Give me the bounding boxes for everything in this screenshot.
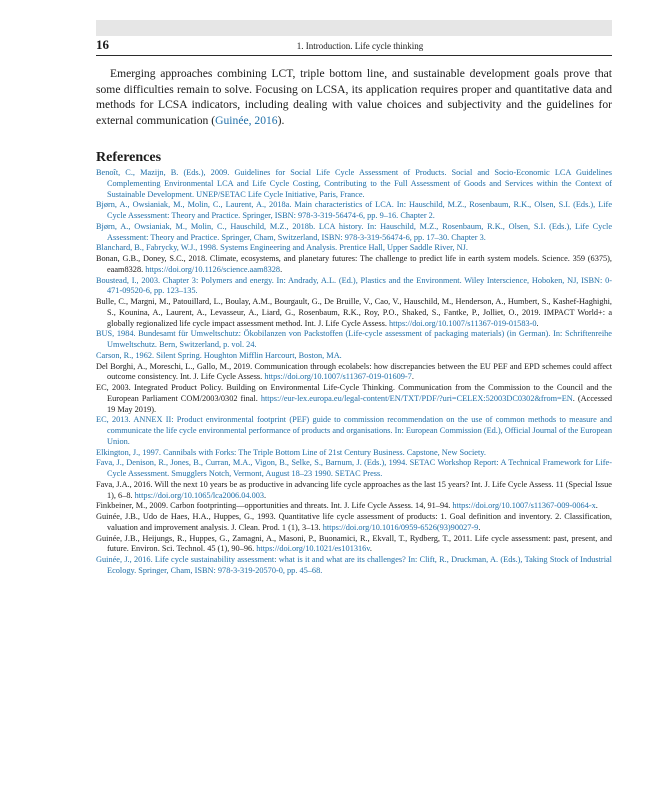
reference-item[interactable] <box>96 200 612 222</box>
reference-item[interactable] <box>96 276 612 298</box>
reference-text: BUS, 1984. Bundesamt für Umweltschutz: Ökobilanzen von Packstoffen (Life-cycle assessment of packaging materials) (in German). In: Schriftenreihe Umweltschutz. Bern, Switzerland, p. vol. 24. <box>96 329 612 349</box>
reference-text: Guinée, J.B., Heijungs, R., Huppes, G., Zamagni, A., Masoni, P., Buonamici, R., Ekvall, T., Rydberg, T., 2011. Life cycle assessment: past, present, and future. Environ. Sci. Technol. 45 (1), 90–96. <box>96 533 612 554</box>
reference-item <box>96 362 612 384</box>
running-head: 1. Introduction. Life cycle thinking <box>296 41 424 51</box>
reference-item[interactable] <box>96 415 612 447</box>
references-heading: References <box>96 150 162 165</box>
reference-item[interactable] <box>96 168 612 200</box>
reference-item[interactable] <box>96 243 612 254</box>
reference-text: Bjørn, A., Owsianiak, M., Molin, C., Hauschild, M.Z., 2018b. LCA history. In: Hauschild, M.Z., Rosenbaum, R.K., Olsen, S.I. (Eds.), Life Cycle Assessment: Theory and Practice. Springer, Cham, Switzerland, ISBN: 978-3-319-56474-6, pp. 17–30. Chapter 3. <box>96 221 612 242</box>
reference-item[interactable] <box>96 351 612 362</box>
reference-text: Guinée, J.B., Udo de Haes, H.A., Huppes, G., 1993. Quantitative life cycle assessment of products: 1. Goal definition and inventory. 2. Classification, valuation and improvement analysis. J. Clean. Prod. 1 (1), 3–13. <box>96 512 612 532</box>
reference-doi-link[interactable]: https://doi.org/10.1021/es101316v <box>256 544 370 554</box>
reference-item[interactable] <box>96 458 612 480</box>
reference-text: Elkington, J., 1997. Cannibals with Forks: The Triple Bottom Line of 21st Century Business. Capstone, New Society. <box>96 447 486 457</box>
intro-text-end: ). <box>277 113 285 127</box>
intro-text: Emerging approaches combining LCT, triple bottom line, and sustainable development goals prove that some difficulties remain to solve. Focusing on LCSA, its application requires proper and quantitative data and methods for LCSA indicators, including dealing with value choices and subjectivity and the guidelines for external communication ( <box>96 67 612 127</box>
intro-paragraph <box>96 66 612 128</box>
reference-text: Fava, J.A., 2016. Will the next 10 years be as productive in advancing life cycle approaches as the last 15 years? Int. J. Life Cycle Assess. 11 (Special Issue 1), 6–8. <box>96 479 612 500</box>
reference-item <box>96 534 612 556</box>
reference-text: Bulle, C., Margni, M., Patouillard, L., Boulay, A.M., Bourgault, G., De Bruille, V., Cao, V., Hauschild, M., Henderson, A., Humbert, S., Kashef-Haghighi, S., Kounina, A., Laurent, A., Levasseur, A., Liard, G., Rosenbaum, R.K., Roy, P.O., Shaked, S., Fantke, P., Jolliet, O., 2019. IMPACT World+: a globally regionalized life cycle impact assessment method. Int. J. Life Cycle Assess. <box>96 297 612 328</box>
reference-text: Benoît, C., Mazijn, B. (Eds.), 2009. Guidelines for Social Life Cycle Assessment of Products. Social and Socio-Economic LCA Guidelines Complementing Environmental LCA and Life Cycle Costing, Contributing to the Full Assessment of Goods and Services within the Context of Sustainable Development. UNEP/SETAC Life Cycle Initiative, Paris, France. <box>96 168 612 199</box>
reference-text-end: . <box>536 318 539 328</box>
reference-text-end: . <box>595 501 598 511</box>
reference-doi-link[interactable]: https://eur-lex.europa.eu/legal-content/EN/TXT/PDF/?uri=CELEX:52003DC0302&from=EN <box>260 393 573 403</box>
reference-text-end: . <box>369 544 372 554</box>
reference-doi-link[interactable]: https://doi.org/10.1007/s11367-009-0064-x <box>452 501 596 511</box>
reference-doi-link[interactable]: https://doi.org/10.1065/lca2006.04.003 <box>134 490 265 500</box>
reference-text: Bjørn, A., Owsianiak, M., Molin, C., Laurent, A., 2018a. Main characteristics of LCA. In: Hauschild, M.Z., Rosenbaum, R.K., Olsen, S.I. (Eds.), Life Cycle Assessment: Theory and Practice. Springer, ISBN: 978-3-319-56474-6, pp. 9–16. Chapter 2. <box>96 200 612 220</box>
intro-citation-link[interactable]: Guinée, 2016 <box>215 113 278 127</box>
reference-text: Blanchard, B., Fabrycky, W.J., 1998. Systems Engineering and Analysis. Prentice Hall, Upper Saddle River, NJ. <box>96 243 468 253</box>
reference-item <box>96 383 612 415</box>
reference-doi-link[interactable]: https://doi.org/10.1126/science.aam8328 <box>145 264 281 274</box>
reference-text-end: . <box>478 522 481 532</box>
reference-item[interactable] <box>96 222 612 244</box>
reference-doi-link[interactable]: https://doi.org/10.1007/s11367-019-01583-0 <box>389 318 537 328</box>
reference-text: Carson, R., 1962. Silent Spring. Houghton Mifflin Harcourt, Boston, MA. <box>96 350 342 360</box>
reference-item[interactable] <box>96 448 612 459</box>
reference-text-end: . <box>411 372 414 382</box>
reference-text: EC, 2003. Integrated Product Policy. Building on Environmental Life-Cycle Thinking. Communication from the Commission to the Council and the European Parliament COM/2003/0302 final. <box>96 383 612 403</box>
header-rule <box>96 55 612 56</box>
reference-item <box>96 480 612 502</box>
reference-text: Boustead, I., 2003. Chapter 3: Polymers and energy. In: Andrady, A.L. (Ed.), Plastics and the Environment. Wiley Interscience, Hoboken, NJ, ISBN: 0-471-09520-6, pp. 123–135. <box>96 275 612 296</box>
reference-text: Del Borghi, A., Moreschi, L., Gallo, M., 2019. Communication through ecolabels: how discrepancies between the EU PEF and EPD schemes could affect outcome consistency. Int. J. Life Cycle Assess. <box>96 361 612 382</box>
reference-doi-link[interactable]: https://doi.org/10.1007/s11367-019-01609-7 <box>264 372 412 382</box>
reference-text: Guinée, J., 2016. Life cycle sustainability assessment: what is it and what are its challenges? In: Clift, R., Druckman, A. (Eds.), Taking Stock of Industrial Ecology. Springer, Cham, ISBN: 978-3-319-20570-0, pp. 45–68. <box>96 555 612 575</box>
reference-text: Finkbeiner, M., 2009. Carbon footprinting—opportunities and threats. Int. J. Life Cycle Assess. 14, 91–94. <box>96 501 453 511</box>
header-band <box>96 20 612 36</box>
reference-text: EC, 2013. ANNEX II: Product environmental footprint (PEF) guide to commission recommendation on the use of common methods to measure and communicate the life cycle environmental performance of products and organisations. In: European Commission (Ed.), Official Journal of the European Union. <box>96 415 612 446</box>
reference-item <box>96 512 612 534</box>
reference-item[interactable] <box>96 329 612 351</box>
reference-item <box>96 254 612 276</box>
reference-text-end: . <box>264 490 267 500</box>
reference-item[interactable] <box>96 555 612 577</box>
reference-list <box>96 168 612 577</box>
reference-text: Fava, J., Denison, R., Jones, B., Curran, M.A., Vigon, B., Selke, S., Barnum, J. (Eds.), 1994. SETAC Workshop Report: A Technical Framework for Life-Cycle Assessment. Smugglers Notch, Vermont, August 18–23 1990. SETAC Press. <box>96 458 612 478</box>
reference-doi-link[interactable]: https://doi.org/10.1016/0959-6526(93)90027-9 <box>322 522 479 532</box>
page-number: 16 <box>96 37 109 52</box>
reference-item <box>96 501 612 512</box>
reference-text-end: . (Accessed 19 May 2019). <box>107 393 612 414</box>
reference-text: Bonan, G.B., Doney, S.C., 2018. Climate, ecosystems, and planetary futures: The challenge to predict life in earth system models. Science. 359 (6375), eaam8328. <box>96 254 612 274</box>
reference-text-end: . <box>280 264 283 274</box>
reference-item <box>96 297 612 329</box>
